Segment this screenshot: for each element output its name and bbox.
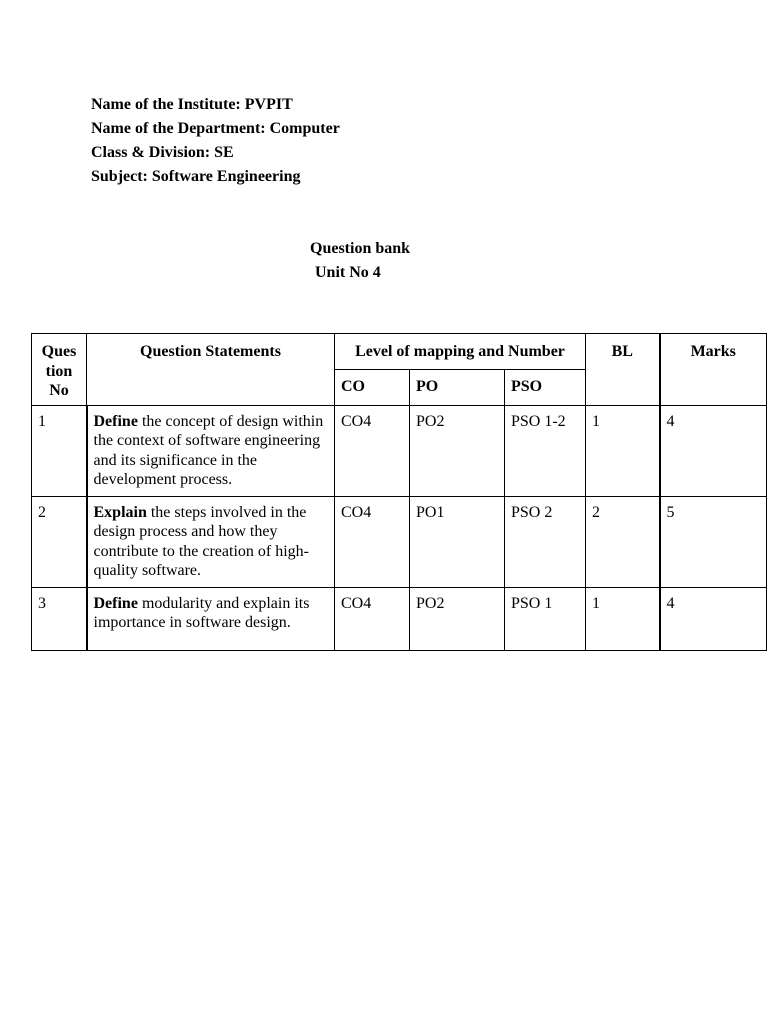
question-statement [87,405,335,496]
table-row [32,496,767,587]
question-table [31,333,767,651]
marks-value: 4 [660,587,767,650]
header-co: CO [335,370,410,405]
marks-value: 5 [660,496,767,587]
pso-value: PSO 2 [505,496,586,587]
bl-value: 1 [586,405,660,496]
table-row [32,405,767,496]
table-row [32,587,767,650]
question-statement [87,587,335,650]
question-text: modularity and explain its importance in software design. [93,594,310,631]
question-statement [87,496,335,587]
question-verb: Define [93,412,138,430]
question-number: 1 [32,405,87,496]
header-mapping: Level of mapping and Number [335,334,586,370]
pso-value: PSO 1 [505,587,586,650]
header-question-no: Ques tion No [32,334,87,406]
po-value: PO2 [410,405,505,496]
header-bl: BL [586,334,660,406]
co-value: CO4 [335,405,410,496]
marks-value: 4 [660,405,767,496]
unit-title: Unit No 4 [315,264,381,281]
table-header-row [32,334,767,370]
co-value: CO4 [335,587,410,650]
institute-name: Name of the Institute: PVPIT [91,96,293,113]
bl-value: 1 [586,587,660,650]
question-number: 3 [32,587,87,650]
question-number: 2 [32,496,87,587]
subject-name: Subject: Software Engineering [91,168,301,185]
pso-value: PSO 1-2 [505,405,586,496]
department-name: Name of the Department: Computer [91,120,340,137]
bl-value: 2 [586,496,660,587]
question-verb: Explain [93,503,147,521]
question-bank-title: Question bank [310,240,411,257]
header-pso: PSO [505,370,586,405]
header-marks: Marks [660,334,767,406]
header-question-statements: Question Statements [87,334,335,406]
document-header [91,93,340,189]
po-value: PO1 [410,496,505,587]
co-value: CO4 [335,496,410,587]
po-value: PO2 [410,587,505,650]
question-text: the steps involved in the design process and how they contribute to the creation of high-quality software. [93,503,309,579]
class-division: Class & Division: SE [91,144,234,161]
question-text: the concept of design within the context of software engineering and its significance in the development process. [93,412,324,488]
question-verb: Define [93,594,138,612]
header-po: PO [410,370,505,405]
